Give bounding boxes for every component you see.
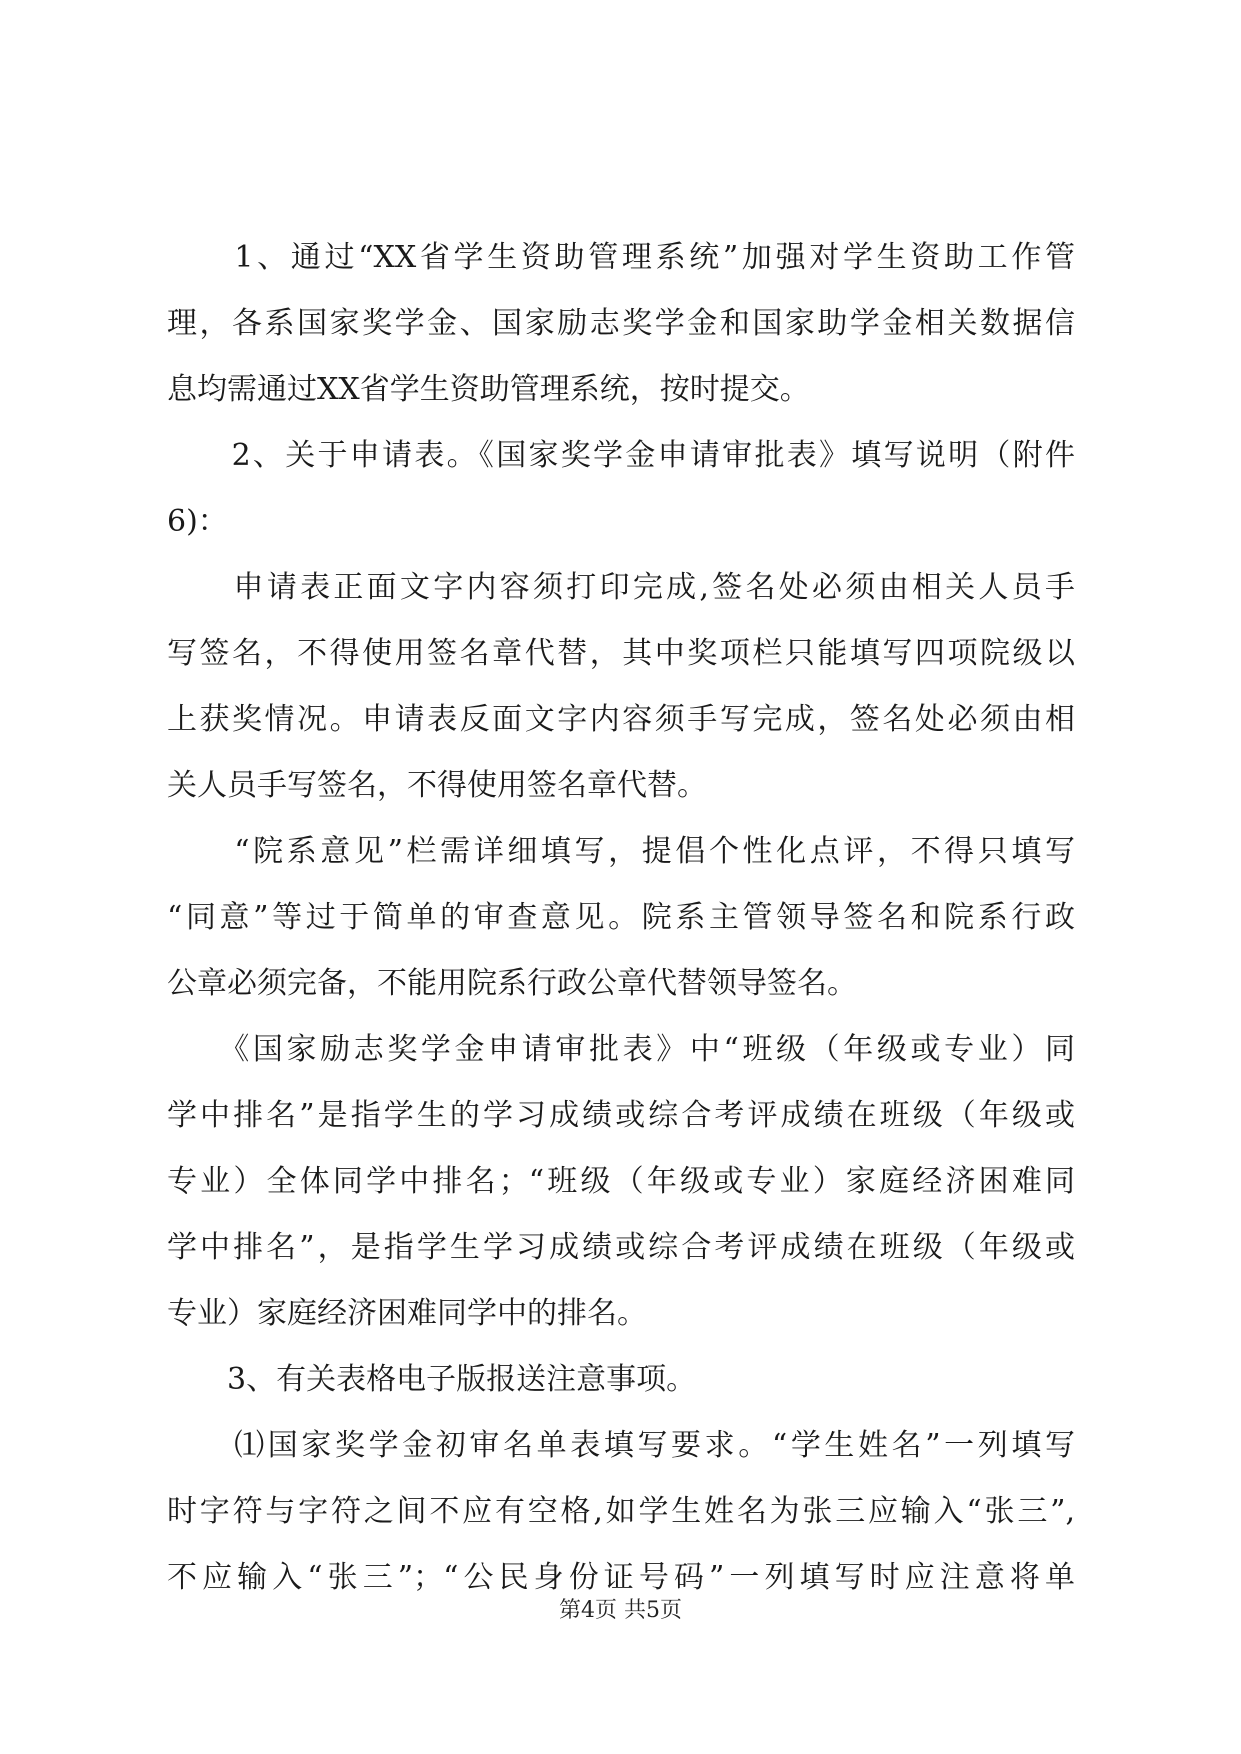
text-line: 6)： bbox=[167, 504, 228, 539]
text-line: 学中排名”，是指学生学习成绩或综合考评成绩在班级（年级或 bbox=[167, 1230, 1075, 1265]
text-line: ⑴国家奖学金初审名单表填写要求。“学生姓名”一列填写 bbox=[167, 1428, 1075, 1463]
text-line: 《国家励志奖学金申请审批表》中“班级（年级或专业）同 bbox=[167, 1032, 1075, 1067]
text-line: 写签名，不得使用签名章代替，其中奖项栏只能填写四项院级以 bbox=[167, 636, 1075, 671]
text-line: 专业）家庭经济困难同学中的排名。 bbox=[167, 1296, 647, 1331]
text-line: 时字符与字符之间不应有空格,如学生姓名为张三应输入“张三”, bbox=[167, 1494, 1075, 1529]
text-line: 关人员手写签名，不得使用签名章代替。 bbox=[167, 768, 707, 803]
text-line: 2、关于申请表。《国家奖学金申请审批表》填写说明（附件 bbox=[167, 438, 1075, 473]
text-line: 不应输入“张三”；“公民身份证号码”一列填写时应注意将单 bbox=[167, 1560, 1075, 1595]
text-line: “院系意见”栏需详细填写，提倡个性化点评，不得只填写 bbox=[167, 834, 1075, 869]
text-line: 学中排名”是指学生的学习成绩或综合考评成绩在班级（年级或 bbox=[167, 1098, 1075, 1133]
text-line: 上获奖情况。申请表反面文字内容须手写完成，签名处必须由相 bbox=[167, 702, 1075, 737]
page-footer: 第4页 共5页 bbox=[559, 1598, 682, 1623]
document-body bbox=[167, 225, 1075, 1611]
text-line: 3、有关表格电子版报送注意事项。 bbox=[167, 1362, 697, 1397]
text-line: 申请表正面文字内容须打印完成,签名处必须由相关人员手 bbox=[167, 570, 1075, 605]
text-line: “同意”等过于简单的审查意见。院系主管领导签名和院系行政 bbox=[167, 900, 1075, 935]
text-line: 息均需通过XX省学生资助管理系统，按时提交。 bbox=[167, 372, 810, 407]
text-line: 1、通过“XX省学生资助管理系统”加强对学生资助工作管 bbox=[167, 240, 1075, 275]
text-line: 专业）全体同学中排名；“班级（年级或专业）家庭经济困难同 bbox=[167, 1164, 1075, 1199]
text-line: 理，各系国家奖学金、国家励志奖学金和国家助学金相关数据信 bbox=[167, 306, 1075, 341]
text-line: 公章必须完备，不能用院系行政公章代替领导签名。 bbox=[167, 966, 857, 1001]
